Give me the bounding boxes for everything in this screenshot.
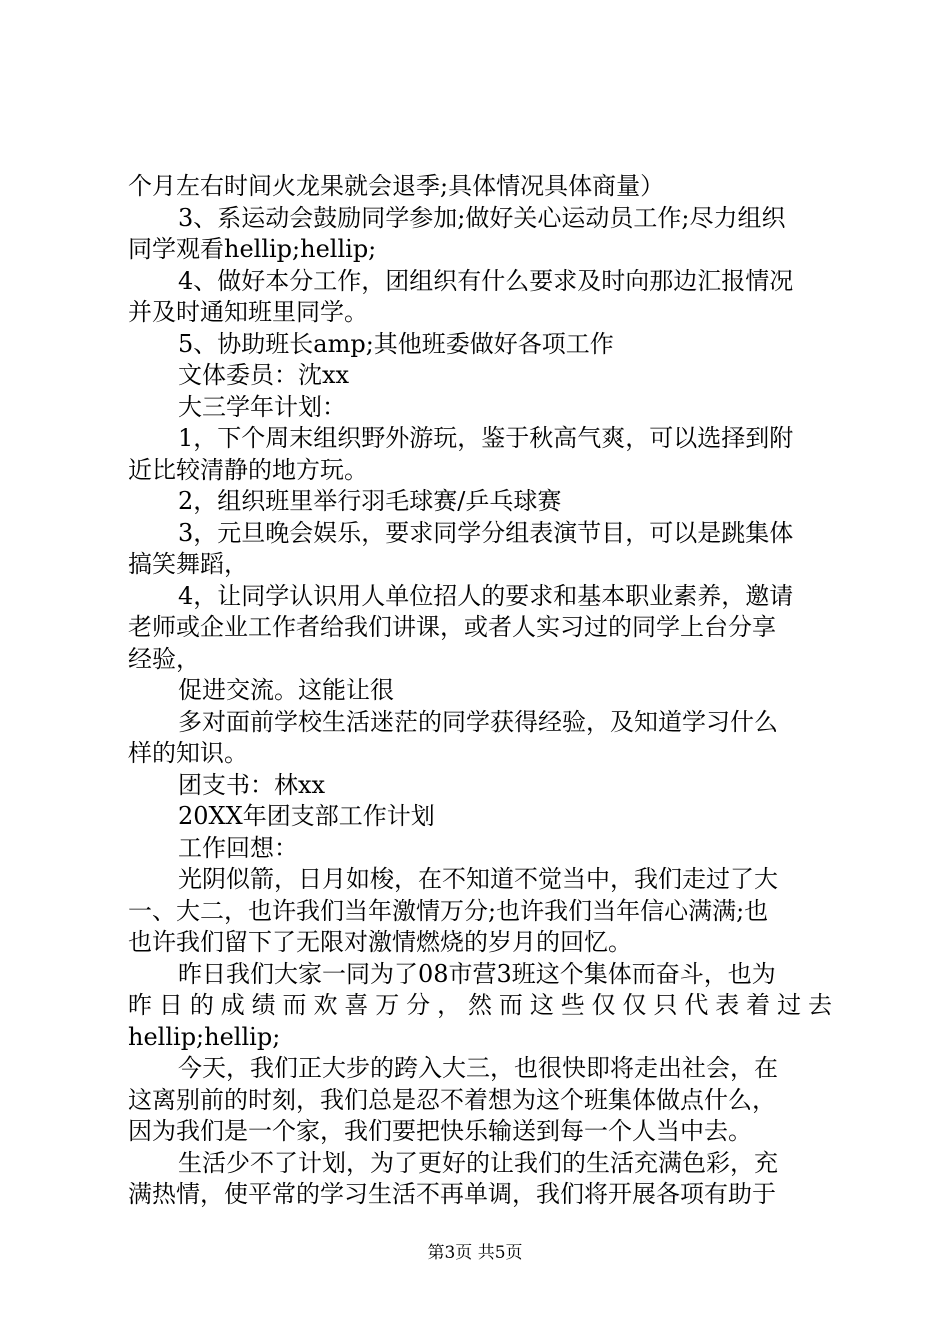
text-line: 20XX年团支部工作计划 [178,802,435,830]
text-line: 4、做好本分工作，团组织有什么要求及时向那边汇报情况 [178,266,794,295]
text-line: 经验， [128,644,200,673]
text-line: 满热情，使平常的学习生活不再单调，我们将开展各项有助于 [128,1180,776,1208]
text-line: 昨日我们大家一同为了08市营3班这个集体而奋斗，也为 [178,959,776,988]
text-line: 5、协助班长amp;其他班委做好各项工作 [178,329,614,358]
text-line: 大三学年计划： [178,392,346,421]
text-line: 团支书：林xx [178,770,326,799]
text-line: 1，下个周末组织野外游玩，鉴于秋高气爽，可以选择到附 [178,424,794,452]
text-line: 促进交流。这能让很 [178,676,394,704]
page-footer: 第3页 共5页 [427,1243,523,1263]
text-line: 并及时通知班里同学。 [128,298,368,326]
text-line: 光阴似箭，日月如梭，在不知道不觉当中，我们走过了大 [178,865,778,893]
text-line: 多对面前学校生活迷茫的同学获得经验，及知道学习什么 [178,707,778,736]
text-line: 3、系运动会鼓励同学参加;做好关心运动员工作;尽力组织 [178,203,786,232]
text-line: 同学观看hellip;hellip; [128,235,377,263]
document-body [128,171,832,1211]
text-line: 个月左右时间火龙果就会退季;具体情况具体商量） [128,172,665,200]
text-line: 样的知识。 [128,739,248,767]
text-line: 4，让同学认识用人单位招人的要求和基本职业素养，邀请 [178,581,794,610]
text-line: 近比较清静的地方玩。 [128,455,368,484]
text-line: 工作回想： [178,833,298,862]
text-line: 搞笑舞蹈， [128,550,248,578]
text-line: 因为我们是一个家，我们要把快乐输送到每一个人当中去。 [128,1117,752,1145]
text-line: 一、大二，也许我们当年激情万分;也许我们当年信心满满;也 [128,896,769,925]
text-line: 文体委员：沈xx [178,361,350,389]
text-line: 老师或企业工作者给我们讲课，或者人实习过的同学上台分享 [128,613,776,641]
text-line: 昨日的成绩而欢喜万分，然而这些仅仅只代表着过去 [128,991,832,1019]
text-line: 也许我们留下了无限对激情燃烧的岁月的回忆。 [128,928,632,956]
text-line: 这离别前的时刻，我们总是忍不着想为这个班集体做点什么， [128,1085,776,1114]
text-line: hellip;hellip; [128,1022,281,1051]
text-line: 生活少不了计划，为了更好的让我们的生活充满色彩，充 [178,1148,778,1177]
text-line: 2，组织班里举行羽毛球赛/乒乓球赛 [178,487,562,515]
text-line: 今天，我们正大步的跨入大三，也很快即将走出社会，在 [178,1054,778,1082]
text-line: 3，元旦晚会娱乐，要求同学分组表演节目，可以是跳集体 [178,518,794,547]
